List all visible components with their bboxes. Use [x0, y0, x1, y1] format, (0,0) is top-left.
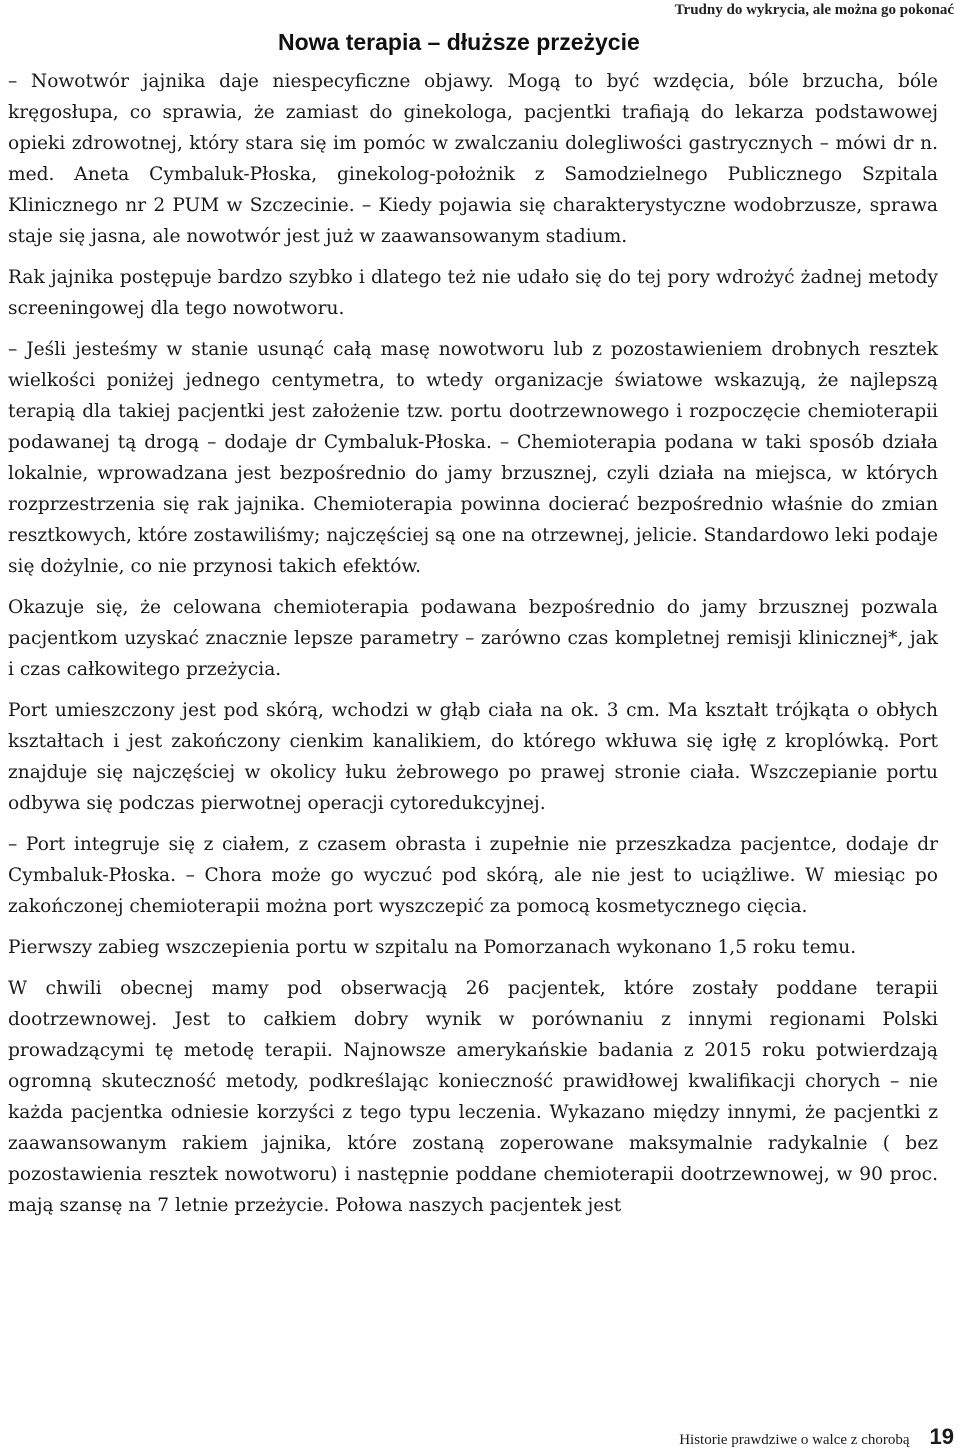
page-footer: [679, 1424, 954, 1450]
article-body: [8, 66, 938, 1221]
paragraph: W chwili obecnej mamy pod obserwacją 26 pacjentek, które zostały poddane terapii dootrzewnowej. Jest to całkiem dobry wynik w porównaniu z innymi regionami Polski prowadzącymi tę metodę terapii. Najnowsze amerykańskie badania z 2015 roku potwierdzają ogromną skuteczność metody, podkreślając konieczność prawidłowej kwalifikacji chorych – nie każda pacjentka odniesie korzyści z tego typu leczenia. Wykazano między innymi, że pacjentki z zaawansowanym rakiem jajnika, które zostaną zoperowane maksymalnie radykalnie ( bez pozostawienia resztek nowotworu) i następnie poddane chemioterapii dootrzewnowej, w 90 proc. mają szansę na 7 letnie przeżycie. Połowa naszych pacjentek jest: [8, 978, 938, 1216]
paragraph: – Nowotwór jajnika daje niespecyficzne objawy. Mogą to być wzdęcia, bóle brzucha, bóle kręgosłupa, co sprawia, że zamiast do ginekologa, pacjentki trafiają do lekarza podstawowej opieki zdrowotnej, który stara się im pomóc w zwalczaniu dolegliwości gastrycznych – mówi dr n. med. Aneta Cymbaluk-Płoska, ginekolog-położnik z Samodzielnego Publicznego Szpitala Klinicznego nr 2 PUM w Szczecinie. – Kiedy pojawia się charakterystyczne wodobrzusze, sprawa staje się jasna, ale nowotwór jest już w zaawansowanym stadium.: [8, 71, 938, 247]
paragraph: Rak jajnika postępuje bardzo szybko i dlatego też nie udało się do tej pory wdrożyć żadnej metody screeningowej dla tego nowotworu.: [8, 267, 938, 319]
paragraph: – Port integruje się z ciałem, z czasem obrasta i zupełnie nie przeszkadza pacjentce, dodaje dr Cymbaluk-Płoska. – Chora może go wyczuć pod skórą, ale nie jest to uciążliwe. W miesiąc po zakończonej chemioterapii można port wyszczepić za pomocą kosmetycznego cięcia.: [8, 834, 938, 917]
footer-label: Historie prawdziwe o walce z chorobą: [679, 1432, 910, 1448]
running-head: Trudny do wykrycia, ale można go pokonać: [674, 2, 954, 18]
article-title: Nowa terapia – dłuższe przeżycie: [278, 29, 640, 55]
page-number: 19: [929, 1424, 954, 1449]
paragraph: Pierwszy zabieg wszczepienia portu w szpitalu na Pomorzanach wykonano 1,5 roku temu.: [8, 937, 857, 958]
paragraph: – Jeśli jesteśmy w stanie usunąć całą masę nowotworu lub z pozostawieniem drobnych resztek wielkości poniżej jednego centymetra, to wtedy organizacje światowe wskazują, że najlepszą terapią dla takiej pacjentki jest założenie tzw. portu dootrzewnowego i rozpoczęcie chemioterapii podawanej tą drogą – dodaje dr Cymbaluk-Płoska. – Chemioterapia podana w taki sposób działa lokalnie, wprowadzana jest bezpośrednio do jamy brzusznej, czyli działa na miejsca, w których rozprzestrzenia się rak jajnika. Chemioterapia powinna docierać bezpośrednio właśnie do zmian resztkowych, które zostawiliśmy; najczęściej są one na otrzewnej, jelicie. Standardowo leki podaje się dożylnie, co nie przynosi takich efektów.: [8, 339, 938, 577]
paragraph: Port umieszczony jest pod skórą, wchodzi w głąb ciała na ok. 3 cm. Ma kształt trójkąta o obłych kształtach i jest zakończony cienkim kanalikiem, do którego wkłuwa się igłę z kroplówką. Port znajduje się najczęściej w okolicy łuku żebrowego po prawej stronie ciała. Wszczepianie portu odbywa się podczas pierwotnej operacji cytoredukcyjnej.: [8, 700, 938, 814]
paragraph: Okazuje się, że celowana chemioterapia podawana bezpośrednio do jamy brzusznej pozwala pacjentkom uzyskać znacznie lepsze parametry – zarówno czas kompletnej remisji klinicznej*, jak i czas całkowitego przeżycia.: [8, 597, 938, 680]
